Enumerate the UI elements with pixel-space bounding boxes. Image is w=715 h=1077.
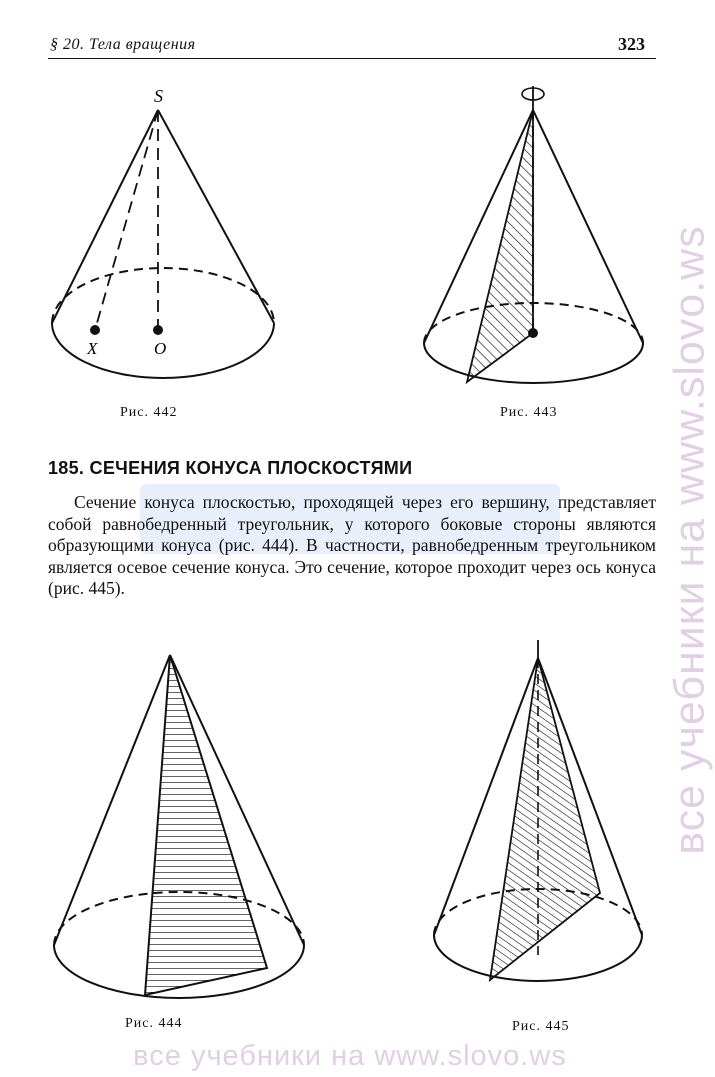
hatched-axial-section [490,658,600,980]
generatrix-to-x-dashed [95,110,158,330]
figure-445-cone-diagram [420,640,680,1010]
watermark-side-text: все учебники на www.slovo.ws [665,225,714,855]
page-number: 323 [618,34,645,54]
figure-442-cone-diagram [40,80,300,400]
cone-generatrix-right [533,110,643,343]
apex-label-s: S [154,86,163,106]
point-x [90,325,100,335]
running-header-section: § 20. Тела вращения [50,36,196,53]
point-o [153,325,163,335]
cone-base-back-arc [52,268,274,323]
watermark-bottom-text: все учебники на www.slovo.ws [133,1040,567,1072]
caption-fig-445: Рис. 445 [512,1019,570,1034]
header-divider [48,58,656,59]
point-o-label: O [154,339,167,358]
cone-base-front-arc [424,343,643,383]
caption-fig-443: Рис. 443 [500,405,558,420]
point-x-label: X [87,339,98,358]
cone-generatrix-left [52,110,158,323]
figure-444-cone-diagram [40,650,340,1010]
cone-generatrix-right [158,110,274,323]
section-paragraph: Сечение конуса плоскостью, проходящей через его вершину, представляет собой равнобедренный треугольник, у которого боковые стороны являются образующими конуса (рис. 444). В частности, равнобедренным треугольником является осевое сечение конуса. Это сечение, которое проходит через ось конуса (рис. 445). [48,492,656,598]
hatched-section-triangle [467,110,533,382]
caption-fig-444: Рис. 444 [125,1016,183,1031]
figure-443-cone-diagram [415,80,665,400]
base-center-point [528,328,538,338]
caption-fig-442: Рис. 442 [120,405,178,420]
section-heading: 185. СЕЧЕНИЯ КОНУСА ПЛОСКОСТЯМИ [48,458,413,478]
